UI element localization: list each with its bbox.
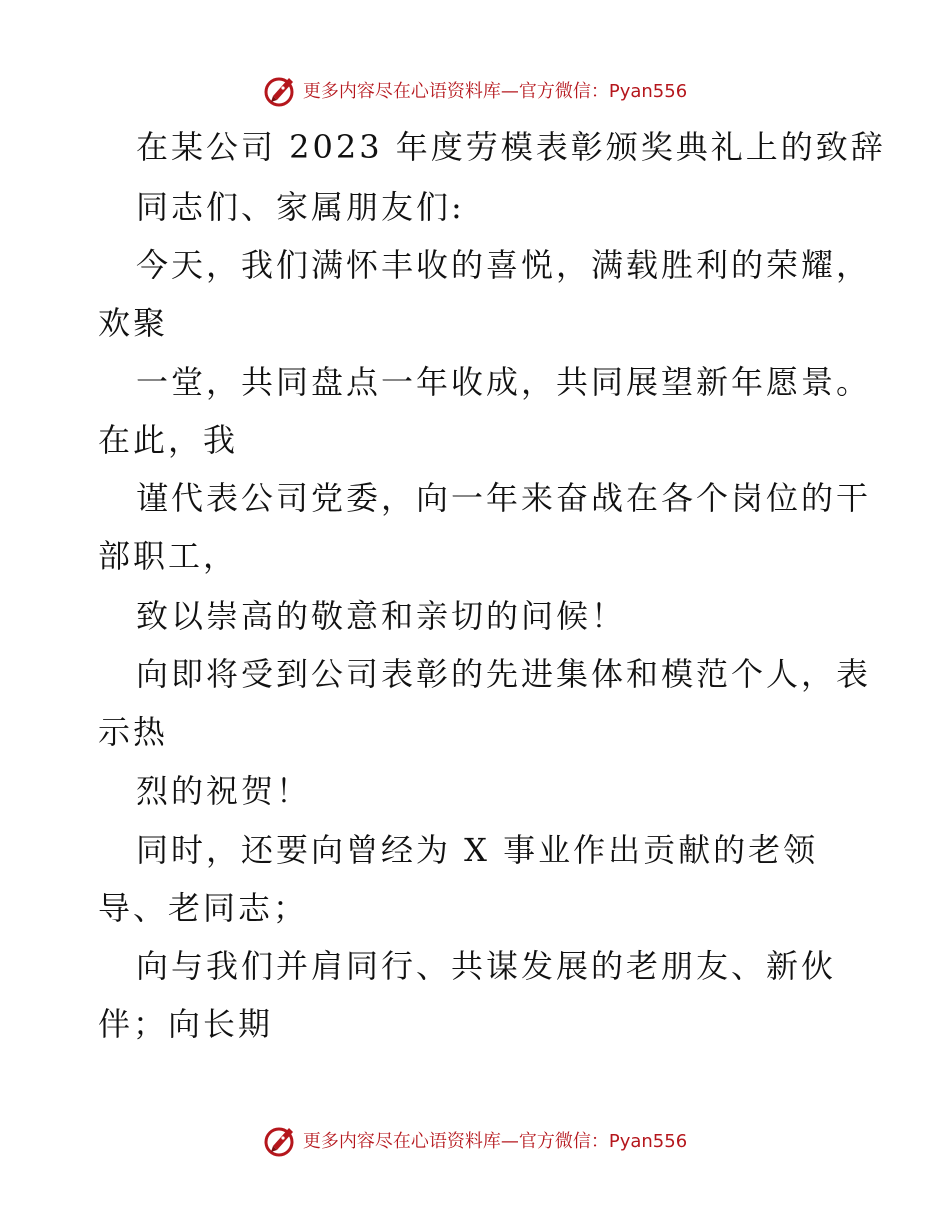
watermark-main: 更多内容尽在心语资料库 <box>302 81 501 102</box>
paragraph-line: 向即将受到公司表彰的先进集体和模范个人，表 <box>136 655 872 693</box>
paragraph-line: 在此，我 <box>98 421 239 459</box>
watermark-wechat-id: Pyan556 <box>608 81 688 102</box>
paragraph-line: 导、老同志； <box>98 889 309 927</box>
footer-watermark <box>0 1120 950 1160</box>
paragraph-line: 同时，还要向曾经为 X 事业作出贡献的老领 <box>136 831 819 869</box>
document-title: 在某公司 2023 年度劳模表彰颁奖典礼上的致辞 <box>136 128 886 166</box>
paragraph-line: 向与我们并肩同行、共谋发展的老朋友、新伙 <box>136 947 837 985</box>
paragraph-line: 示热 <box>98 713 169 751</box>
paragraph-line: 烈的祝贺！ <box>136 772 312 810</box>
watermark-text <box>303 77 687 103</box>
watermark-wechat-label: 官方微信： <box>518 1131 609 1152</box>
watermark-dash: — <box>500 1131 519 1152</box>
salutation: 同志们、家属朋友们: <box>136 188 465 226</box>
watermark-wechat-label: 官方微信： <box>518 81 609 102</box>
paragraph-line: 致以崇高的敬意和亲切的问候！ <box>136 597 627 635</box>
paragraph-line: 今天，我们满怀丰收的喜悦，满载胜利的荣耀， <box>136 246 872 284</box>
paragraph-line: 谨代表公司党委，向一年来奋战在各个岗位的干 <box>136 479 872 517</box>
watermark-wechat-id: Pyan556 <box>608 1131 688 1152</box>
watermark-main: 更多内容尽在心语资料库 <box>302 1131 501 1152</box>
pen-nib-logo-icon <box>263 1122 299 1158</box>
paragraph-line: 伴；向长期 <box>98 1005 274 1043</box>
watermark-dash: — <box>500 81 519 102</box>
watermark-text <box>303 1127 687 1153</box>
paragraph-line: 欢聚 <box>98 304 169 342</box>
header-watermark <box>0 70 950 110</box>
pen-nib-logo-icon <box>263 72 299 108</box>
paragraph-line: 一堂，共同盘点一年收成，共同展望新年愿景。 <box>136 363 872 401</box>
paragraph-line: 部职工， <box>98 537 239 575</box>
